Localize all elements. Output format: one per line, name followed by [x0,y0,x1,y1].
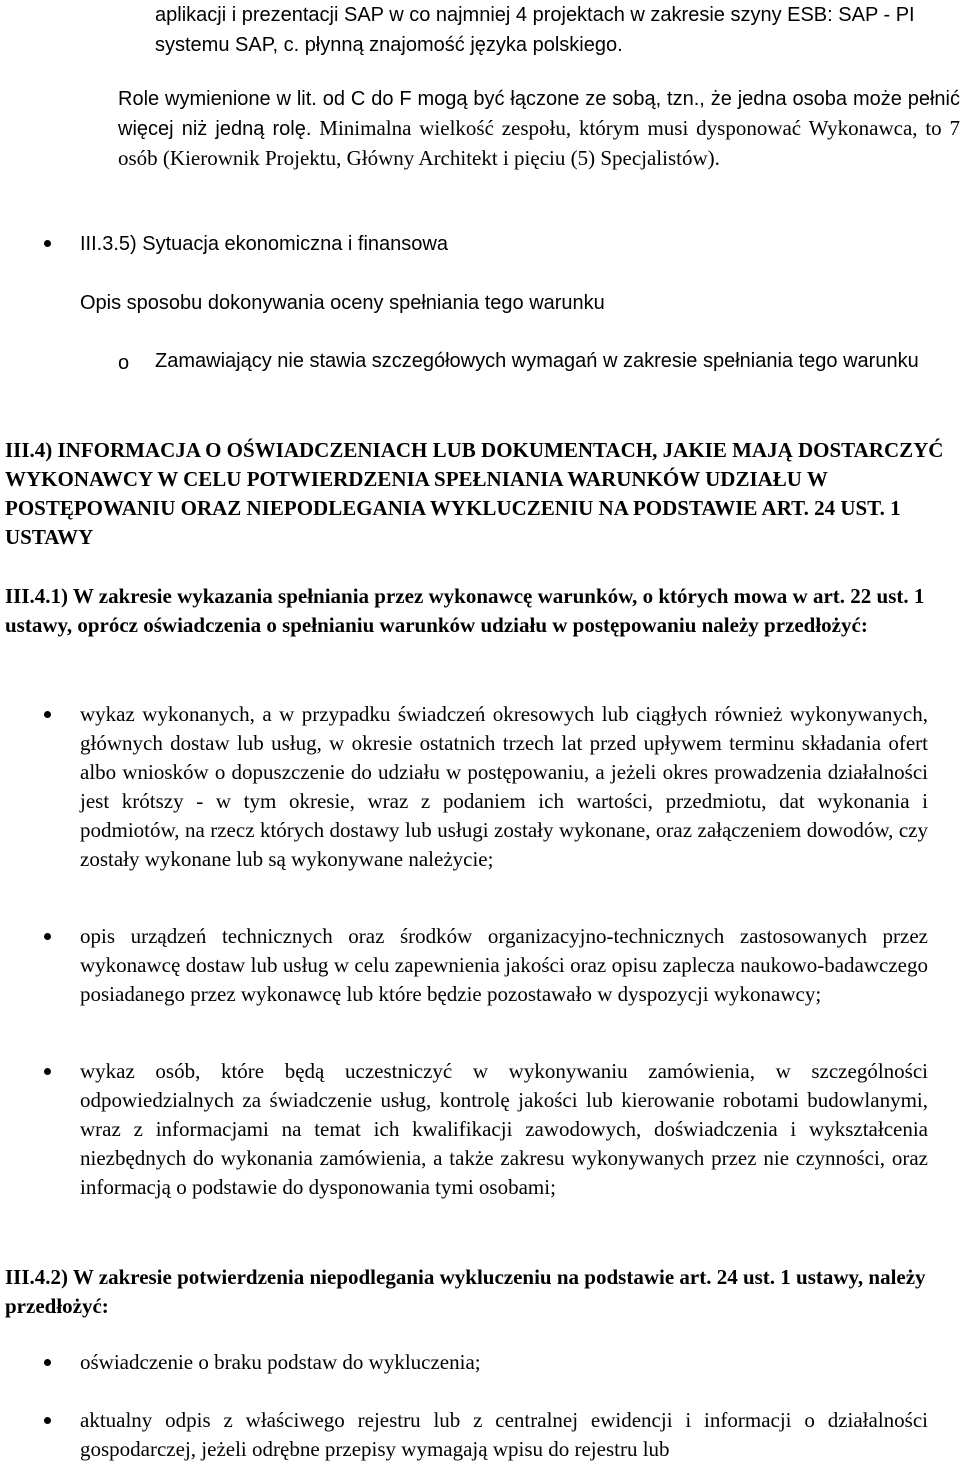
bullet-icon [44,240,51,247]
bullet-icon [44,1359,51,1366]
section-4-1-item: opis urządzeń technicznych oraz środków organizacyjno-technicznych zastosowanych przez wykonawcę dostaw lub usług w celu zapewnienia jakości oraz opisu zaplecza naukowo-badawczego posiadanego przez wykonawcę lub które będzie pozostawało w dyspozycji wykonawcy; [80,924,928,1006]
bullet-icon [44,1068,51,1075]
section-4-1-heading: III.4.1) W zakresie wykazania spełniania przez wykonawcę warunków, o których mowa w art. 22 ust. 1 ustawy, oprócz oświadczenia o spełnianiu warunków udziału w postępowaniu należy przedłożyć: [5,584,925,637]
roles-paragraph-sans: Role wymienione w lit. od C do F mogą być łączone ze sobą, tzn., że jedna osoba może pełnić więcej niż jedną rolę. [118,88,960,140]
section-4-heading: III.4) INFORMACJA O OŚWIADCZENIACH LUB DOKUMENTACH, JAKIE MAJĄ DOSTARCZYĆ WYKONAWCY W CELU POTWIERDZENIA SPEŁNIANIA WARUNKÓW UDZIAŁU W POSTĘPOWANIU ORAZ NIEPODLEGANIA WYKLUCZENIU NA PODSTAWIE ART. 24 UST. 1 USTAWY [5,438,944,549]
section-4-1-item: wykaz osób, które będą uczestniczyć w wykonywaniu zamówienia, w szczególności odpowiedzialnych za świadczenie usług, kontrolę jakości lub kierowanie robotami budowlanymi, wraz z informacjami na temat ich kwalifikacji zawodowych, doświadczenia i wykształcenia niezbędnych do wykonania zamówienia, a także zakresu wykonywanych przez nie czynności, oraz informacją o podstawie do dysponowania tymi osobami; [80,1059,928,1199]
section-4-2-heading: III.4.2) W zakresie potwierdzenia niepodlegania wykluczeniu na podstawie art. 24 ust. 1 ustawy, należy przedłożyć: [5,1265,926,1318]
circle-bullet-icon: o [118,352,130,374]
section-4-2-item: oświadczenie o braku podstaw do wykluczenia; [80,1350,481,1374]
bullet-icon [44,711,51,718]
bullet-icon [44,933,51,940]
top-paragraph: aplikacji i prezentacji SAP w co najmniej 4 projektach w zakresie szyny ESB: SAP - PI systemu SAP, c. płynną znajomość języka polskiego. [155,4,915,56]
section-4-1-item: wykaz wykonanych, a w przypadku świadczeń okresowych lub ciągłych również wykonywanych, głównych dostaw lub usług, w okresie ostatnich trzech lat przed upływem terminu składania ofert albo wniosków o dopuszczenie do udziału w postępowaniu, a jeżeli okres prowadzenia działalności jest krótszy - w tym okresie, wraz z podaniem ich wartości, przedmiotu, dat wykonania i podmiotów, na rzecz których dostawy lub usługi zostały wykonane, oraz załączeniem dowodów, czy zostały wykonane lub są wykonywane należycie; [80,702,928,871]
bullet-icon [44,1417,51,1424]
roles-paragraph-serif: Minimalna wielkość zespołu, którym musi dysponować Wykonawca, to 7 osób (Kierownik Projektu, Główny Architekt i pięciu (5) Specjalistów). [118,116,960,170]
roles-paragraph [118,84,960,173]
section-4-2-item: aktualny odpis z właściwego rejestru lub z centralnej ewidencji i informacji o działalności gospodarczej, jeżeli odrębne przepisy wymagają wpisu do rejestru lub [80,1408,928,1461]
section-3-5-subheading: Opis sposobu dokonywania oceny spełniania tego warunku [80,292,605,314]
section-3-5-item: Zamawiający nie stawia szczegółowych wymagań w zakresie spełniania tego warunku [155,350,919,372]
section-3-5-heading: III.3.5) Sytuacja ekonomiczna i finansowa [80,233,448,255]
